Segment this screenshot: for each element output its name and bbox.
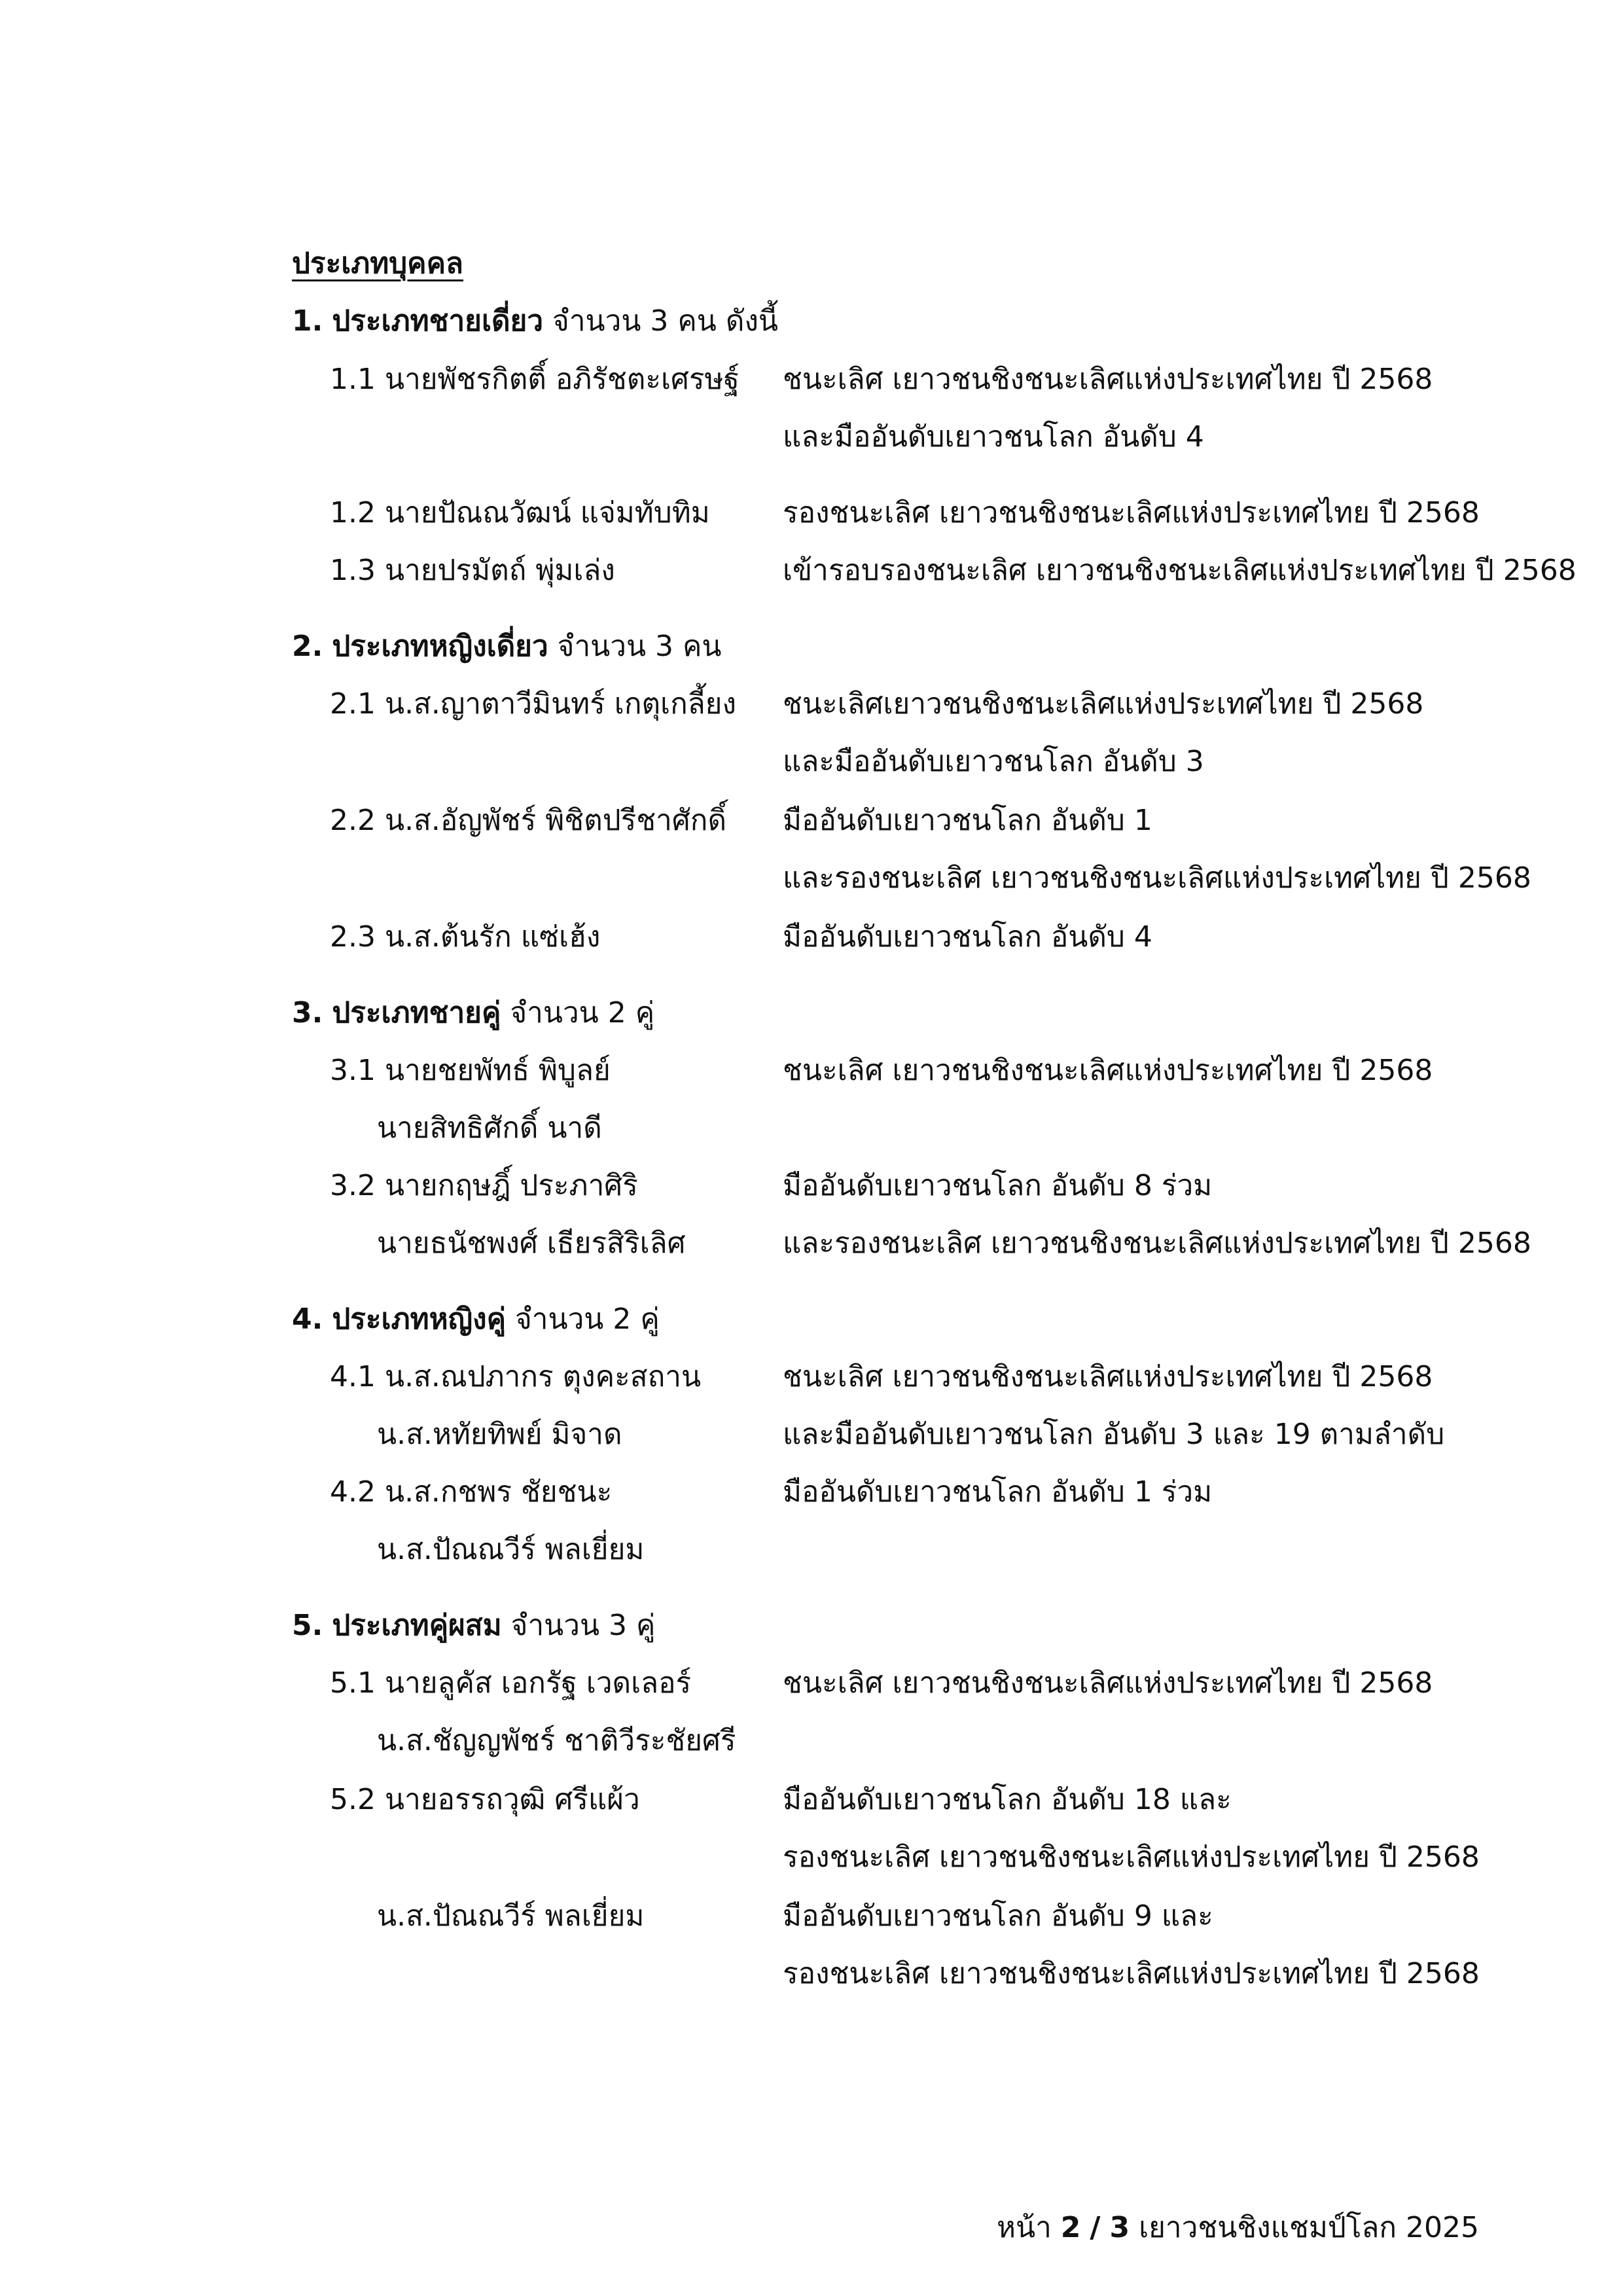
category-heading-2 [292, 623, 722, 669]
footer-prefix: หน้า [996, 2211, 1052, 2244]
entry-result: มืออันดับเยาวชนโลก อันดับ 9 และ [783, 1899, 1213, 1933]
page-footer [997, 2204, 1479, 2250]
category-heading-3 [292, 990, 654, 1035]
entry-partner-name: นายสิทธิศักดิ์ นาดี [377, 1111, 602, 1145]
entry-name: 3.1 นายชยพัทธ์ พิบูลย์ [330, 1054, 611, 1087]
entry-result: ชนะเลิศ เยาวชนชิงชนะเลิศแห่งประเทศไทย ปี 2568 [783, 1666, 1433, 1700]
entry-result: รองชนะเลิศ เยาวชนชิงชนะเลิศแห่งประเทศไทย ปี 2568 [783, 1840, 1480, 1874]
category-heading-5 [292, 1602, 655, 1648]
category-count: จำนวน 3 คู่ [510, 1609, 656, 1642]
footer-doc-title: เยาวชนชิงแชมป์โลก 2025 [1139, 2211, 1479, 2244]
entry-result: เข้ารอบรองชนะเลิศ เยาวชนชิงชนะเลิศแห่งประเทศไทย ปี 2568 [783, 554, 1577, 587]
category-title: ประเภทหญิงเดี่ยว [332, 630, 548, 663]
entry-result: และมืออันดับเยาวชนโลก อันดับ 4 [783, 420, 1204, 454]
category-title: 3. [292, 996, 323, 1030]
entry-result: ชนะเลิศ เยาวชนชิงชนะเลิศแห่งประเทศไทย ปี 2568 [783, 363, 1433, 396]
entry-name: 3.2 นายกฤษฎิ์ ประภาศิริ [330, 1169, 638, 1202]
entry-name: 2.2 น.ส.อัญพัชร์ พิชิตปรีชาศักดิ์ [330, 804, 727, 837]
entry-result: มืออันดับเยาวชนโลก อันดับ 4 [783, 920, 1152, 954]
category-heading-1 [292, 298, 778, 344]
category-title: ประเภทชายคู่ [332, 996, 501, 1030]
entry-name: 5.2 นายอรรถวุฒิ ศรีแผ้ว [330, 1783, 640, 1816]
entry-name: 2.3 น.ส.ต้นรัก แซ่เฮ้ง [330, 920, 601, 954]
category-title: 1. [292, 304, 323, 338]
entry-result: มืออันดับเยาวชนโลก อันดับ 18 และ [783, 1783, 1232, 1816]
entry-name: 4.2 น.ส.กชพร ชัยชนะ [330, 1475, 613, 1509]
entry-result: มืออันดับเยาวชนโลก อันดับ 8 ร่วม [783, 1169, 1213, 1202]
entry-name: 1.3 นายปรมัตถ์ พุ่มเล่ง [330, 554, 615, 587]
entry-result: รองชนะเลิศ เยาวชนชิงชนะเลิศแห่งประเทศไทย ปี 2568 [783, 496, 1480, 529]
entry-result: รองชนะเลิศ เยาวชนชิงชนะเลิศแห่งประเทศไทย ปี 2568 [783, 1957, 1480, 1990]
section-title: ประเภทบุคคล [292, 247, 464, 280]
category-title: ประเภทหญิงคู่ [332, 1302, 506, 1336]
entry-result: และมืออันดับเยาวชนโลก อันดับ 3 และ 19 ตามลำดับ [783, 1418, 1445, 1451]
category-count: จำนวน 3 คน ดังนี้ [552, 304, 778, 338]
category-heading-4 [292, 1296, 660, 1342]
footer-separator: / [1090, 2211, 1101, 2244]
entry-result: และรองชนะเลิศ เยาวชนชิงชนะเลิศแห่งประเทศไทย ปี 2568 [783, 1227, 1531, 1260]
category-title: 5. [292, 1609, 323, 1642]
entry-partner-name: น.ส.ปัณณวีร์ พลเยี่ยม [377, 1533, 645, 1566]
entry-result: มืออันดับเยาวชนโลก อันดับ 1 ร่วม [783, 1475, 1213, 1509]
entry-result: มืออันดับเยาวชนโลก อันดับ 1 [783, 804, 1152, 837]
footer-page-number: 2 [1060, 2211, 1081, 2244]
entry-name: 4.1 น.ส.ณปภากร ตุงคะสถาน [330, 1360, 702, 1393]
category-title: 2. [292, 630, 323, 663]
category-count: จำนวน 2 คู่ [515, 1302, 660, 1336]
category-count: จำนวน 3 คน [557, 630, 722, 663]
entry-name: 1.1 นายพัชรกิตติ์ อภิรัชตะเศรษฐ์ [330, 363, 740, 396]
footer-total-pages: 3 [1109, 2211, 1130, 2244]
entry-result: ชนะเลิศ เยาวชนชิงชนะเลิศแห่งประเทศไทย ปี 2568 [783, 1360, 1433, 1393]
category-title: 4. [292, 1302, 323, 1336]
category-count: จำนวน 2 คู่ [510, 996, 655, 1030]
entry-result: ชนะเลิศ เยาวชนชิงชนะเลิศแห่งประเทศไทย ปี 2568 [783, 1054, 1433, 1087]
entry-partner-name: น.ส.ชัญญพัชร์ ชาติวีระชัยศรี [377, 1724, 736, 1757]
entry-partner-name: น.ส.หทัยทิพย์ มิจาด [377, 1418, 622, 1451]
entry-name: 5.1 นายลูคัส เอกรัฐ เวดเลอร์ [330, 1666, 692, 1700]
entry-result: ชนะเลิศเยาวชนชิงชนะเลิศแห่งประเทศไทย ปี 2568 [783, 687, 1424, 721]
category-title: ประเภทชายเดี่ยว [332, 304, 544, 338]
entry-result: และมืออันดับเยาวชนโลก อันดับ 3 [783, 745, 1204, 778]
entry-partner-name: นายธนัชพงศ์ เธียรสิริเลิศ [377, 1227, 686, 1260]
entry-partner-name: น.ส.ปัณณวีร์ พลเยี่ยม [377, 1899, 645, 1933]
category-title: ประเภทคู่ผสม [332, 1609, 502, 1642]
entry-name: 1.2 นายปัณณวัฒน์ แจ่มทับทิม [330, 496, 710, 529]
entry-result: และรองชนะเลิศ เยาวชนชิงชนะเลิศแห่งประเทศไทย ปี 2568 [783, 861, 1531, 895]
entry-name: 2.1 น.ส.ญาตาวีมินทร์ เกตุเกลี้ยง [330, 687, 736, 721]
